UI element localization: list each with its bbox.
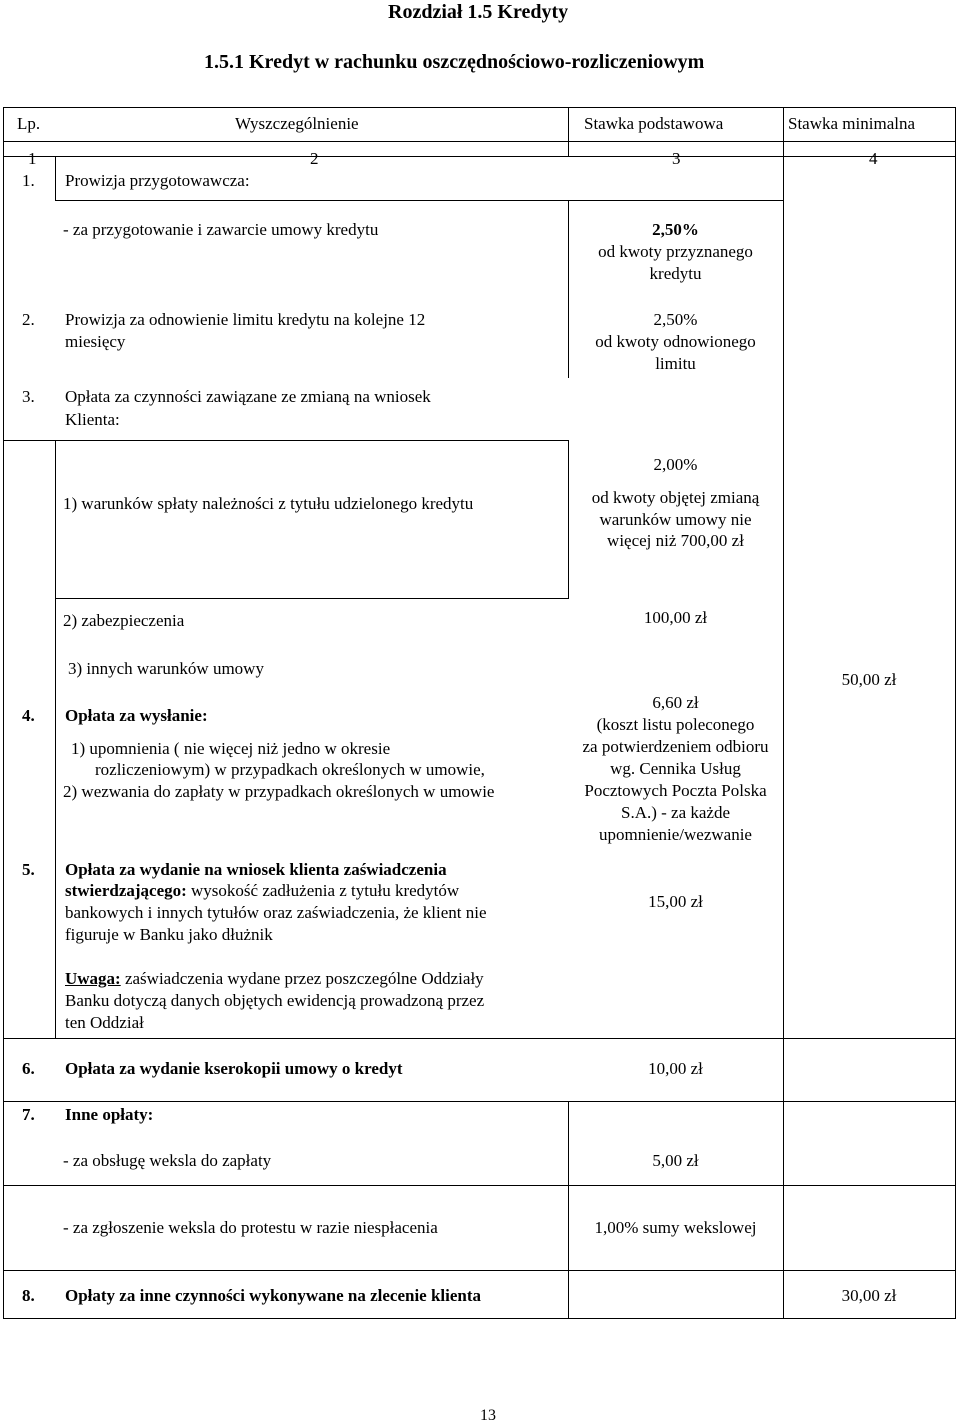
rate-value: 1,00% sumy wekslowej <box>594 1218 757 1237</box>
row-item: - za obsługę weksla do zapłaty <box>63 1151 272 1170</box>
row-item: 3) innych warunków umowy <box>68 659 264 678</box>
row-item: - za zgłoszenie weksla do protestu w razie niespłacenia <box>63 1218 438 1237</box>
rate-value: 6,60 zł <box>652 693 699 712</box>
row-label: Opłata za wydanie na wniosek klienta zaświadczenia <box>65 860 447 879</box>
rate-description: od kwoty odnowionego <box>595 332 756 351</box>
row-number: 2. <box>22 310 35 329</box>
rate-value: 100,00 zł <box>643 608 708 627</box>
rate-description: Pocztowych Poczta Polska <box>584 781 767 800</box>
header-base-rate: Stawka podstawowa <box>584 114 724 133</box>
note: Banku dotyczą danych objętych ewidencją prowadzoną przez <box>65 991 485 1010</box>
rate-description: kredytu <box>649 264 702 283</box>
row-label: Klienta: <box>65 410 120 429</box>
row-sub-label: - za przygotowanie i zawarcie umowy kredytu <box>63 220 379 239</box>
page-number: 13 <box>480 1407 496 1424</box>
row-number: 6. <box>22 1059 35 1078</box>
row-item: 2) zabezpieczenia <box>63 611 185 630</box>
note-label: Uwaga: <box>65 969 121 988</box>
rate-value: 15,00 zł <box>648 892 703 911</box>
chapter-title: Rozdział 1.5 Kredyty <box>388 1 569 23</box>
rate-description: od kwoty objętej zmianą <box>591 488 760 507</box>
row-label-text: wysokość zadłużenia z tytułu kredytów <box>186 881 460 900</box>
rate-value: 2,50% <box>652 220 699 239</box>
rate-description: limitu <box>655 354 696 373</box>
column-number: 1 <box>28 149 37 168</box>
rate-description: upomnienie/wezwanie <box>599 825 752 844</box>
row-number: 5. <box>22 860 35 879</box>
column-number: 3 <box>672 149 681 168</box>
row-item: 1) upomnienia ( nie więcej niż jedno w okresie <box>71 739 391 758</box>
section-title: 1.5.1 Kredyt w rachunku oszczędnościowo-rozliczeniowym <box>204 51 705 73</box>
column-number: 4 <box>869 149 878 168</box>
row-item: 2) wezwania do zapłaty w przypadkach określonych w umowie <box>63 782 495 801</box>
min-rate-value: 50,00 zł <box>841 670 897 689</box>
note: ten Oddział <box>65 1013 144 1032</box>
rate-description: więcej niż 700,00 zł <box>607 531 744 550</box>
rate-description: wg. Cennika Usług <box>610 759 741 778</box>
rate-description: (koszt listu poleconego <box>596 715 755 734</box>
row-label-bold: stwierdzającego: <box>65 881 187 900</box>
header-lp: Lp. <box>17 114 41 133</box>
note-text: zaświadczenia wydane przez poszczególne Oddziały <box>120 969 484 988</box>
rate-description: S.A.) - za każde <box>620 803 731 822</box>
row-label: Inne opłaty: <box>65 1105 154 1124</box>
row-label: Opłata za wydanie kserokopii umowy o kredyt <box>65 1059 403 1078</box>
rate-description: warunków umowy nie <box>599 510 752 529</box>
row-number: 3. <box>22 387 35 406</box>
row-label: figuruje w Banku jako dłużnik <box>65 925 273 944</box>
row-number: 4. <box>22 706 35 725</box>
row-label: miesięcy <box>65 332 126 351</box>
row-label: Prowizja przygotowawcza: <box>65 171 250 190</box>
rate-value: 5,00 zł <box>652 1151 699 1170</box>
column-number: 2 <box>310 149 319 168</box>
row-item: 1) warunków spłaty należności z tytułu udzielonego kredytu <box>63 494 474 513</box>
rate-value: 10,00 zł <box>648 1059 703 1078</box>
note <box>65 969 484 989</box>
row-label <box>65 881 459 901</box>
row-number: 1. <box>22 171 35 190</box>
rate-value: 2,50% <box>653 310 698 329</box>
row-item: rozliczeniowym) w przypadkach określonych w umowie, <box>95 760 485 779</box>
header-description: Wyszczególnienie <box>235 114 359 133</box>
rate-description: za potwierdzeniem odbioru <box>582 737 769 756</box>
rate-description: od kwoty przyznanego <box>598 242 753 261</box>
row-label: Prowizja za odnowienie limitu kredytu na kolejne 12 <box>65 310 426 329</box>
row-number: 7. <box>22 1105 35 1124</box>
rate-value: 2,00% <box>653 455 698 474</box>
min-rate-value: 30,00 zł <box>841 1286 897 1305</box>
row-label: Opłata za czynności zawiązane ze zmianą na wniosek <box>65 387 431 406</box>
header-min-rate: Stawka minimalna <box>788 114 916 133</box>
row-label: bankowych i innych tytułów oraz zaświadczenia, że klient nie <box>65 903 487 922</box>
row-label: Opłaty za inne czynności wykonywane na zlecenie klienta <box>65 1286 482 1305</box>
row-number: 8. <box>22 1286 35 1305</box>
row-label: Opłata za wysłanie: <box>65 706 208 725</box>
